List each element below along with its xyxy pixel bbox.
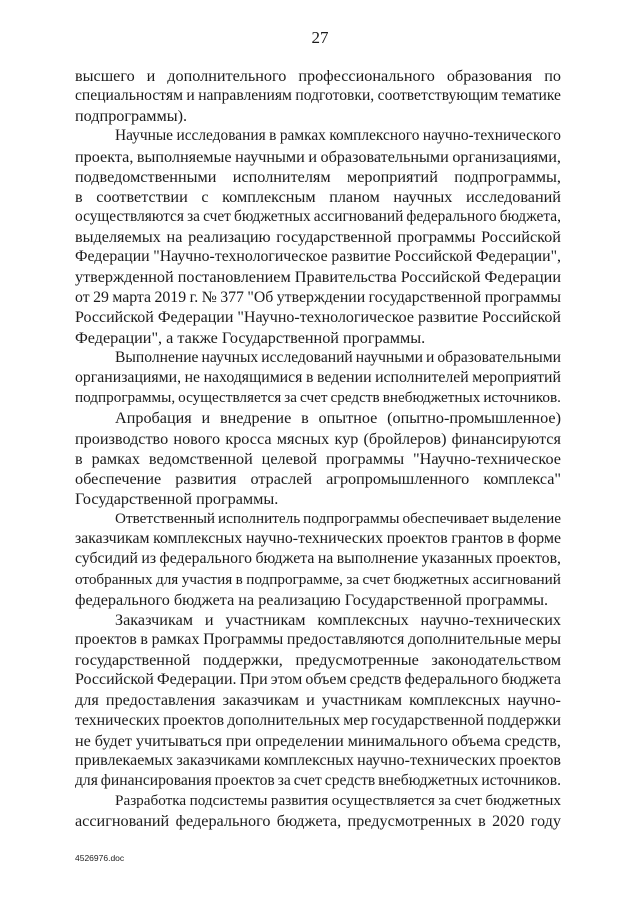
text-line: Научные исследования в рамках комплексного научно-технического [115,127,561,145]
text-line: проектов в рамках Программы предоставляются дополнительные меры [75,630,561,648]
text-line: от 29 марта 2019 г. № 377 "Об утверждении государственной программы [75,288,561,306]
text-line: субсидий из федерального бюджета на выполнение указанных проектов, [75,550,561,568]
text-line: Российской Федерации. При этом объем средств федерального бюджета [75,671,561,689]
text-line: организациями, не находящимися в ведении исполнителей мероприятий [75,369,561,387]
text-line: Заказчикам и участникам комплексных научно-технических [115,610,561,629]
text-line: проекта, выполняемые научными и образовательными организациями, [75,147,561,166]
text-line: специальностям и направлениям подготовки, соответствующим тематике [75,87,561,105]
text-line: Выполнение научных исследований научными и образовательными [115,348,561,366]
text-line: Федерации "Научно-технологическое развитие Российской Федерации", [75,248,561,266]
text-line: Апробация и внедрение в опытное (опытно-промышленное) [115,409,561,428]
text-line: технических проектов дополнительных мер государственной поддержки [75,711,561,729]
text-line: в соответствии с комплексным планом научных исследований [75,187,561,206]
text-line: заказчикам комплексных научно-технических проектов грантов в форме [75,530,561,548]
text-line: подведомственными исполнителям мероприятий подпрограммы, [75,167,561,186]
text-line: не будет учитываться при определении минимального объема средств, [75,731,561,750]
text-line: ассигнований федерального бюджета, предусмотренных в 2020 году [75,812,561,831]
text-line: государственной поддержки, предусмотренные законодательством [75,651,561,670]
text-line: осуществляются за счет бюджетных ассигнований федерального бюджета, [75,207,561,225]
text-line: для предоставления заказчикам и участникам комплексных научно- [75,691,561,710]
text-line: Разработка подсистемы развития осуществляется за счет бюджетных [115,792,561,810]
document-filename: 4526976.doc [75,853,125,863]
text-line: высшего и дополнительного профессионального образования по [75,67,561,85]
text-line: производство нового кросса мясных кур (бройлеров) финансируются [75,429,561,448]
text-line: Российской Федерации "Научно-технологическое развитие Российской [75,308,561,326]
text-line: отобранных для участия в подпрограмме, за счет бюджетных ассигнований [75,570,561,588]
text-line: федерального бюджета на реализацию Государственной программы. [75,590,549,609]
text-line: Федерации", а также Государственной программы. [75,328,426,347]
text-line: привлекаемых заказчиками комплексных научно-технических проектов [75,751,561,769]
page-number: 27 [311,28,329,47]
text-line: обеспечение развития отраслей агропромышленного комплекса" [75,469,561,488]
text-line: утвержденной постановлением Правительства Российской Федерации [75,268,561,287]
text-line: подпрограммы). [75,107,188,126]
text-line: для финансирования проектов за счет средств внебюджетных источников. [75,771,561,789]
text-line: выделяемых на реализацию государственной программы Российской [75,228,561,247]
document-body [75,66,561,831]
text-line: в рамках ведомственной целевой программы "Научно-техническое [75,449,561,468]
text-line: подпрограммы, осуществляется за счет средств внебюджетных источников. [75,389,561,407]
text-line: Ответственный исполнитель подпрограммы обеспечивает выделение [115,510,561,528]
text-line: Государственной программы. [75,489,279,508]
